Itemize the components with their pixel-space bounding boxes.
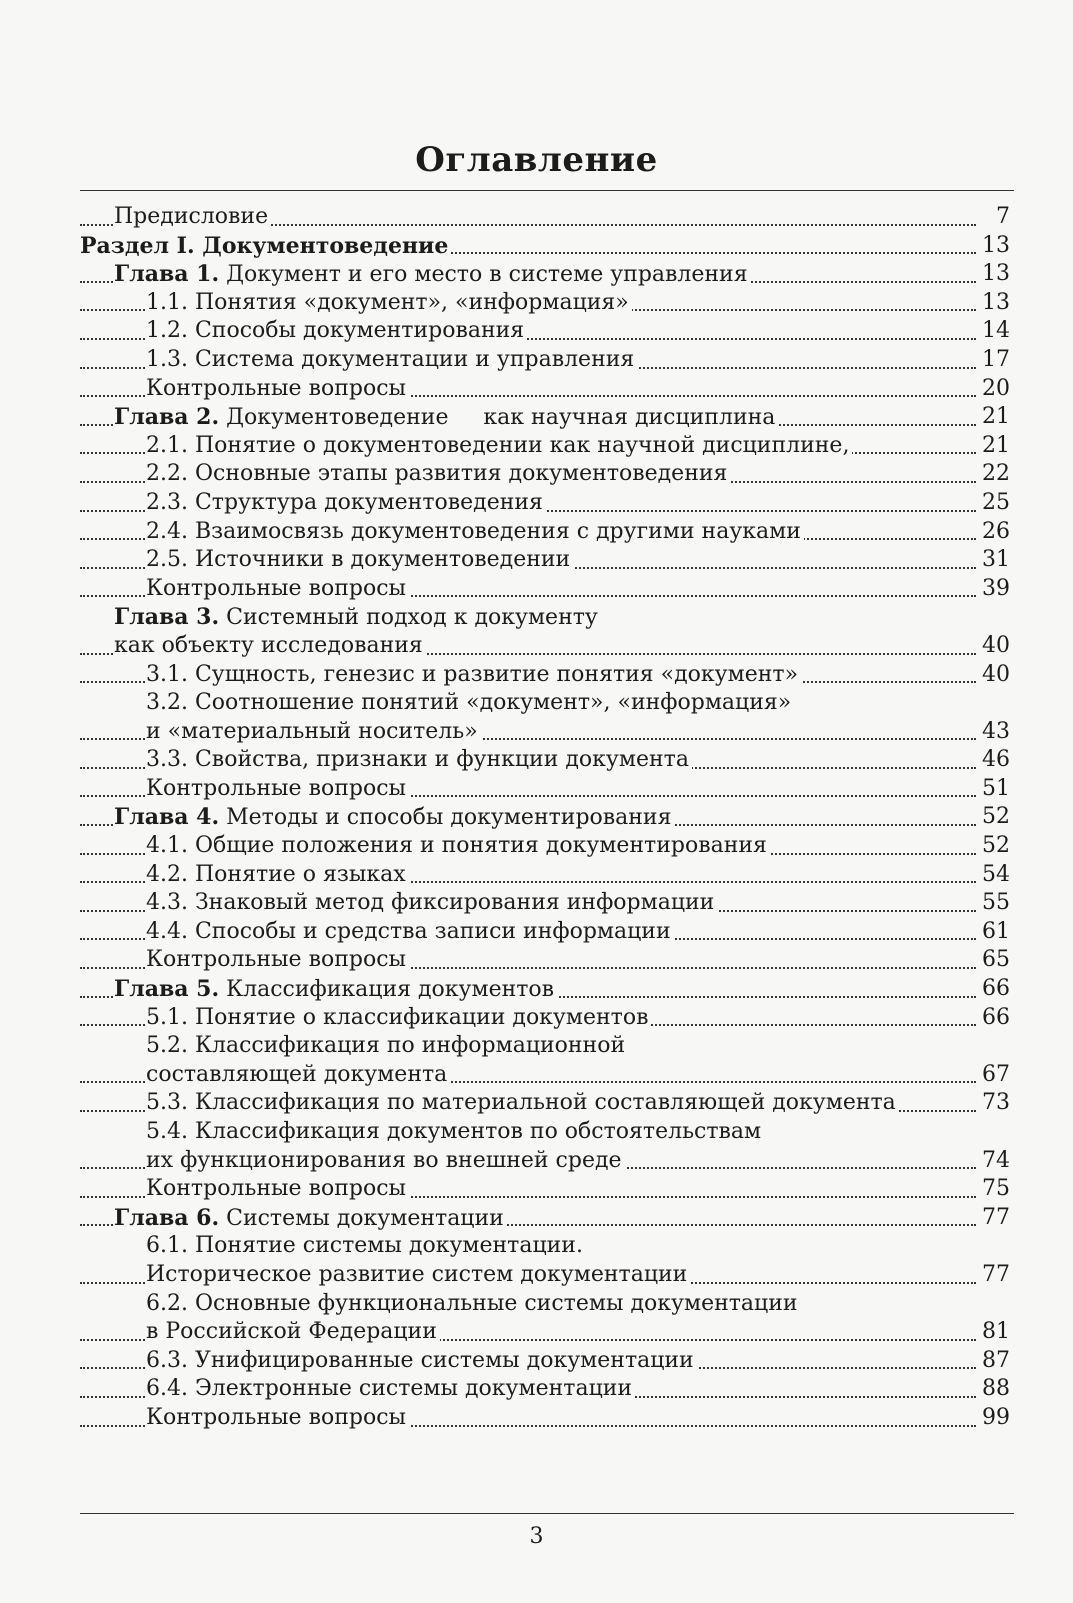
toc-entry-label <box>146 1233 586 1258</box>
toc-entry <box>80 403 1010 432</box>
toc-entry-label <box>146 347 637 372</box>
toc-entry-label <box>146 318 527 343</box>
toc-entry-text: 4.4. Способы и средства записи информации <box>146 918 671 944</box>
toc-entry <box>80 918 1010 947</box>
toc-entry-label <box>146 862 409 887</box>
toc-entry-text: как объекту исследования <box>114 632 423 658</box>
toc-entry <box>80 375 1010 404</box>
toc-entry-page: 75 <box>979 1175 1010 1204</box>
toc-entry-text: 4.2. Понятие о языках <box>146 861 406 887</box>
toc-entry-label <box>146 890 717 915</box>
toc-entry-text: Контрольные вопросы <box>146 1404 407 1430</box>
toc-entry-page: 26 <box>979 518 1010 547</box>
toc-entry-page: 87 <box>979 1347 1010 1376</box>
toc-entry <box>80 861 1010 890</box>
toc-entry-label <box>146 1405 409 1430</box>
toc-entry-label <box>146 461 730 486</box>
toc-entry-page: 55 <box>979 889 1010 918</box>
toc-entry-label <box>146 1176 409 1201</box>
toc-entry-label <box>114 405 778 430</box>
toc-entry-page: 66 <box>979 1004 1010 1033</box>
toc-entry-label <box>146 1090 899 1115</box>
toc-entry <box>80 832 1010 861</box>
toc-entry-label <box>146 1062 450 1087</box>
toc-entry-label <box>114 805 674 830</box>
toc-entry-text: составляющей документа <box>146 1061 448 1087</box>
toc-entry <box>80 1290 1010 1319</box>
toc-entry-page: 77 <box>979 1261 1010 1290</box>
toc-entry <box>80 1061 1010 1090</box>
toc-entry-label <box>146 690 794 715</box>
toc-entry-label <box>146 947 409 972</box>
toc-entry <box>80 889 1010 918</box>
toc-entry-page: 43 <box>979 718 1010 747</box>
toc-entry-text: Контрольные вопросы <box>146 575 407 601</box>
toc-entry <box>80 603 1010 632</box>
toc-entry-label <box>114 633 426 658</box>
toc-entry-lead: Раздел I. Документоведение <box>80 232 449 259</box>
toc-entry-label <box>146 290 632 315</box>
toc-entry-text: Документ и его место в системе управления <box>219 262 748 288</box>
toc-entry-label <box>146 919 674 944</box>
toc-entry-text: Контрольные вопросы <box>146 1176 407 1202</box>
toc-entry <box>80 518 1010 547</box>
table-of-contents <box>80 203 1010 1433</box>
toc-entry-text: Контрольные вопросы <box>146 947 407 973</box>
toc-entry-text: 5.1. Понятие о классификации документов <box>146 1004 649 1030</box>
toc-entry-label <box>146 1033 628 1058</box>
toc-entry-lead: Глава 1. <box>114 261 220 288</box>
toc-entry-label <box>80 234 451 259</box>
toc-entry-lead: Глава 3. <box>114 604 220 631</box>
toc-entry-text: 5.2. Классификация по информационной <box>146 1033 626 1059</box>
toc-entry <box>80 1089 1010 1118</box>
toc-entry-text: их функционирования во внешней среде <box>146 1147 622 1173</box>
toc-entry-label <box>146 490 546 515</box>
toc-entry-label <box>146 662 801 687</box>
toc-entry-text: в Российской Федерации <box>146 1319 437 1345</box>
toc-entry-text: Документоведение как научная дисциплина <box>219 405 776 431</box>
toc-entry <box>80 546 1010 575</box>
toc-entry-text: 1.1. Понятия «документ», «информация» <box>146 289 629 315</box>
toc-entry <box>80 1004 1010 1033</box>
toc-entry-text: 4.1. Общие положения и понятия документирования <box>146 833 767 859</box>
toc-entry-page: 77 <box>979 1204 1010 1233</box>
toc-entry <box>80 260 1010 289</box>
toc-entry <box>80 1204 1010 1233</box>
toc-entry-text: Системный подход к документу <box>219 605 598 631</box>
toc-entry-page: 65 <box>979 946 1010 975</box>
page-number: 3 <box>529 1524 544 1549</box>
toc-entry <box>80 432 1010 461</box>
toc-entry <box>80 1232 1010 1261</box>
toc-entry <box>80 460 1010 489</box>
toc-entry <box>80 1118 1010 1147</box>
toc-entry-label <box>114 977 557 1002</box>
toc-entry-page: 21 <box>979 432 1010 461</box>
toc-entry-label <box>146 433 852 458</box>
toc-entry-text: 5.4. Классификация документов по обстоятельствам <box>146 1119 762 1144</box>
toc-entry-label <box>146 833 770 858</box>
toc-entry-text: 2.2. Основные этапы развития документоведения <box>146 461 728 487</box>
toc-entry <box>80 575 1010 604</box>
toc-entry-text: 2.5. Источники в документоведении <box>146 547 571 573</box>
toc-entry-page: 88 <box>979 1375 1010 1404</box>
toc-entry-page: 81 <box>979 1318 1010 1347</box>
toc-entry-page: 13 <box>979 260 1010 289</box>
bottom-rule <box>80 1513 1014 1514</box>
toc-entry-label <box>146 747 692 772</box>
toc-entry-label <box>146 1376 635 1401</box>
toc-entry <box>80 1375 1010 1404</box>
toc-entry-page: 20 <box>979 375 1010 404</box>
toc-entry <box>80 1032 1010 1061</box>
toc-entry <box>80 203 1010 232</box>
toc-entry-lead: Глава 5. <box>114 976 220 1003</box>
toc-entry-text: 2.1. Понятие о документоведении как научной дисциплине, <box>146 432 850 458</box>
toc-entry-page: 40 <box>979 632 1010 661</box>
toc-entry-text: 6.2. Основные функциональные системы документации <box>146 1290 798 1316</box>
toc-entry-page: 52 <box>979 803 1010 832</box>
toc-entry-label <box>146 1319 440 1344</box>
toc-entry-label <box>146 1262 690 1287</box>
toc-entry-label <box>146 1348 697 1373</box>
toc-entry-text: 4.3. Знаковый метод фиксирования информации <box>146 890 715 916</box>
toc-entry-page: 21 <box>979 403 1010 432</box>
toc-entry <box>80 803 1010 832</box>
toc-entry <box>80 317 1010 346</box>
toc-entry-label <box>114 262 751 287</box>
toc-entry-text: 2.3. Структура документоведения <box>146 489 543 515</box>
toc-entry-text: 1.3. Система документации и управления <box>146 346 635 372</box>
toc-entry-text: 3.2. Соотношение понятий «документ», «информация» <box>146 690 792 716</box>
toc-entry-page: 66 <box>979 975 1010 1004</box>
toc-entry <box>80 946 1010 975</box>
toc-entry-text: 3.3. Свойства, признаки и функции документа <box>146 747 689 773</box>
toc-entry-page: 67 <box>979 1061 1010 1090</box>
toc-entry-lead: Глава 2. <box>114 404 220 431</box>
toc-entry-page: 61 <box>979 918 1010 947</box>
toc-entry-text: Методы и способы документирования <box>219 805 672 831</box>
toc-entry-text: 6.4. Электронные системы документации <box>146 1376 633 1402</box>
toc-entry <box>80 775 1010 804</box>
toc-entry <box>80 975 1010 1004</box>
toc-entry <box>80 1318 1010 1347</box>
toc-entry-text: Классификация документов <box>219 977 555 1003</box>
toc-entry <box>80 1347 1010 1376</box>
toc-entry-page: 22 <box>979 460 1010 489</box>
toc-entry-label <box>114 1206 507 1231</box>
toc-entry <box>80 289 1010 318</box>
toc-entry-text: 2.4. Взаимосвязь документоведения с другими науками <box>146 518 801 544</box>
toc-entry-page: 99 <box>979 1404 1010 1433</box>
toc-entry-text: Контрольные вопросы <box>146 375 407 401</box>
toc-entry <box>80 632 1010 661</box>
toc-entry-text: 3.1. Сущность, генезис и развитие понятия «документ» <box>146 661 799 687</box>
toc-entry-text: Системы документации <box>219 1205 504 1231</box>
toc-entry-page: 17 <box>979 346 1010 375</box>
toc-entry-text: Контрольные вопросы <box>146 775 407 801</box>
toc-entry-text: Предисловие <box>114 204 269 229</box>
toc-entry <box>80 718 1010 747</box>
toc-entry-page: 7 <box>993 203 1010 232</box>
toc-entry-label <box>146 776 409 801</box>
toc-entry-label <box>146 1005 651 1030</box>
toc-entry <box>80 1404 1010 1433</box>
toc-entry-text: 6.1. Понятие системы документации. <box>146 1233 583 1259</box>
toc-entry-page: 25 <box>979 489 1010 518</box>
toc-entry-text: 5.3. Классификация по материальной составляющей документа <box>146 1090 896 1116</box>
toc-entry <box>80 346 1010 375</box>
toc-entry-label <box>146 576 409 601</box>
toc-entry-page: 46 <box>979 746 1010 775</box>
toc-entry-text: 6.3. Унифицированные системы документации <box>146 1347 694 1373</box>
toc-entry-label <box>146 719 481 744</box>
toc-entry <box>80 1175 1010 1204</box>
toc-entry <box>80 689 1010 718</box>
toc-entry <box>80 489 1010 518</box>
toc-entry-lead: Глава 6. <box>114 1204 220 1231</box>
toc-entry-label <box>146 1119 764 1144</box>
toc-entry-page: 14 <box>979 317 1010 346</box>
toc-entry-lead: Глава 4. <box>114 804 220 831</box>
toc-entry-page: 40 <box>979 661 1010 690</box>
page-title: Оглавление <box>415 140 658 180</box>
toc-entry-text: Историческое развитие систем документации <box>146 1261 688 1287</box>
toc-entry <box>80 1147 1010 1176</box>
toc-entry <box>80 746 1010 775</box>
toc-entry-label <box>114 204 271 229</box>
toc-entry-text: 1.2. Способы документирования <box>146 318 525 344</box>
toc-entry-page: 51 <box>979 775 1010 804</box>
toc-entry-label <box>146 376 409 401</box>
toc-entry-text: и «материальный носитель» <box>146 718 478 744</box>
toc-entry-label <box>146 1291 801 1316</box>
toc-entry-page: 52 <box>979 832 1010 861</box>
toc-entry-label <box>146 519 804 544</box>
toc-entry-page: 13 <box>979 289 1010 318</box>
toc-entry-page: 73 <box>979 1089 1010 1118</box>
toc-entry-label <box>146 547 573 572</box>
toc-entry <box>80 661 1010 690</box>
toc-entry-page: 54 <box>979 861 1010 890</box>
toc-entry <box>80 232 1010 261</box>
toc-entry-page: 74 <box>979 1147 1010 1176</box>
top-rule <box>80 190 1014 191</box>
toc-entry-page: 31 <box>979 546 1010 575</box>
toc-entry <box>80 1261 1010 1290</box>
toc-entry-page: 39 <box>979 575 1010 604</box>
toc-entry-page: 13 <box>979 232 1010 261</box>
toc-entry-label <box>146 1148 625 1173</box>
toc-entry-label <box>114 605 601 630</box>
